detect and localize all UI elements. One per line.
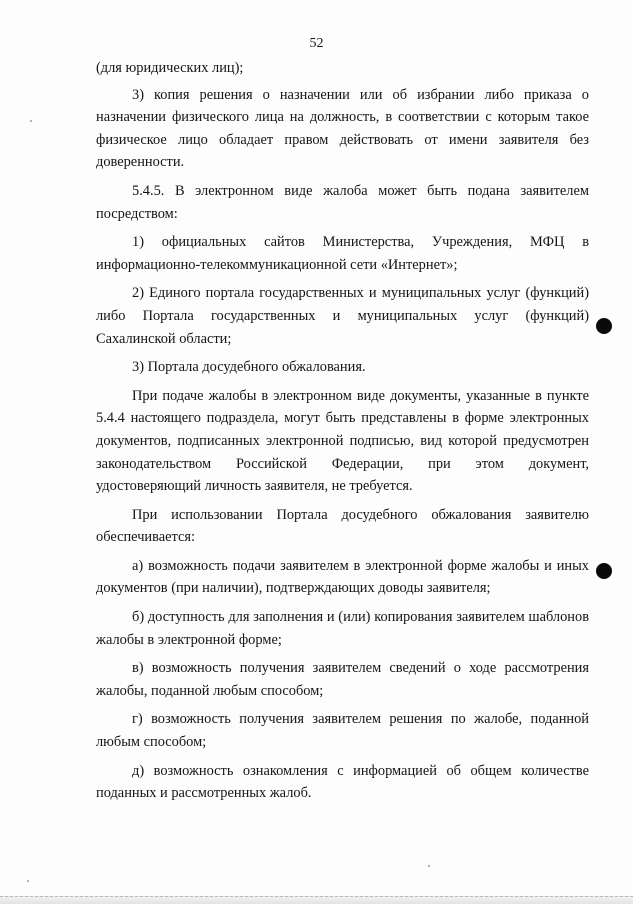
paragraph-item-3-decision-copy: 3) копия решения о назначении или об избрании либо приказа о назначении физического лица на должность, в соответствии с которым такое физическое лицо обладает правом действовать от имени заявителя без доверенности. [96,86,589,171]
paragraph-portal-usage: При использовании Портала досудебного обжалования заявителю обеспечивается: [96,506,589,546]
scan-speck [428,865,430,867]
binding-hole-mark [596,563,612,579]
paragraph-item-a: а) возможность подачи заявителем в электронной форме жалобы и иных документов (при наличии), подтверждающих доводы заявителя; [96,557,589,597]
paragraph-item-g: г) возможность получения заявителем решения по жалобе, поданной любым способом; [96,711,589,751]
paragraph-5-4-5: 5.4.5. В электронном виде жалоба может быть подана заявителем посредством: [96,182,589,222]
paragraph-item-2-unified-portal: 2) Единого портала государственных и муниципальных услуг (функций) либо Портала государственных и муниципальных услуг (функций) Сахалинской области; [96,285,589,347]
page-number: 52 [309,36,324,51]
binding-hole-mark [596,318,612,334]
paragraph-item-3-pretrial-portal: 3) Портала досудебного обжалования. [132,359,366,376]
scan-bottom-edge [0,896,633,904]
paragraph-legal-entities: (для юридических лиц); [96,60,244,76]
paragraph-item-b: б) доступность для заполнения и (или) копирования заявителем шаблонов жалобы в электронной форме; [96,609,589,648]
paragraph-item-v: в) возможность получения заявителем сведений о ходе рассмотрения жалобы, поданной любым способом; [96,660,589,699]
scan-speck [27,880,29,882]
paragraph-item-d: д) возможность ознакомления с информацией об общем количестве поданных и рассмотренных жалоб. [96,762,589,802]
scan-speck [30,120,32,122]
paragraph-electronic-documents: При подаче жалобы в электронном виде документы, указанные в пункте 5.4.4 настоящего подраздела, могут быть представлены в форме электронных документов, подписанных электронной подписью, вид которой предусмотрен законодательством Российской Федерации, при этом документ, удостоверяющий личность заявителя, не требуется. [96,387,589,495]
document-body [96,57,589,811]
paragraph-item-1-official-sites: 1) официальных сайтов Министерства, Учреждения, МФЦ в информационно-телекоммуникационной сети «Интернет»; [96,234,589,273]
